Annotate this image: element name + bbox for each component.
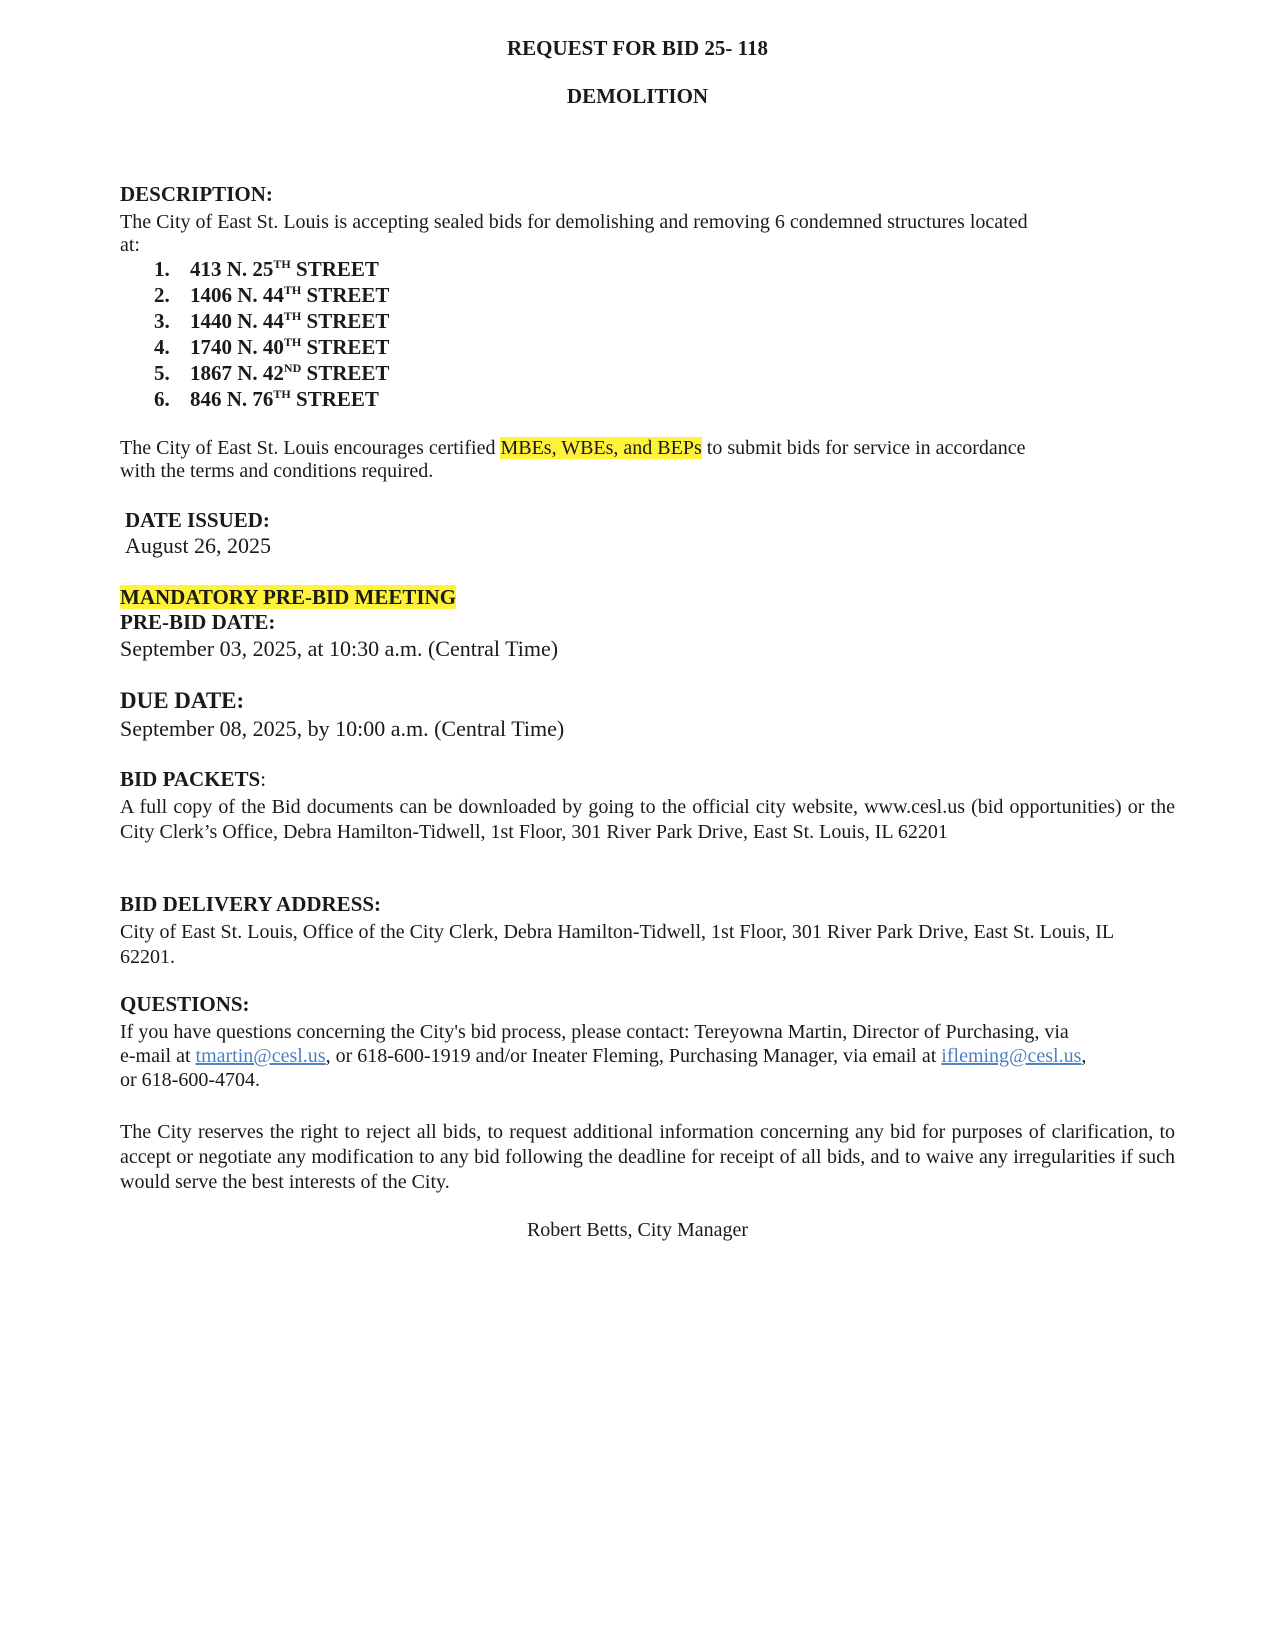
delivery-address-body: City of East St. Louis, Office of the City Clerk, Debra Hamilton-Tidwell, 1st Floor, 301 River Park Drive, East St. Louis, IL 62201. xyxy=(120,921,1114,968)
highlighted-text: MBEs, WBEs, and BEPs xyxy=(500,437,702,459)
signature: Robert Betts, City Manager xyxy=(526,1219,749,1241)
delivery-address-heading: BID DELIVERY ADDRESS: xyxy=(120,892,382,916)
due-date-value: September 08, 2025, by 10:00 a.m. (Central Time) xyxy=(120,716,565,741)
questions-heading: QUESTIONS: xyxy=(120,992,250,1016)
reservation-statement: The City reserves the right to reject all bids, to request additional information concerning any bid for purposes of clarification, to accept or negotiate any modification to any bid following the deadline for receipt of all bids, and to waive any irregularities if such would serve the best interests of the City. xyxy=(120,1121,1175,1193)
due-date-heading: DUE DATE: xyxy=(120,688,245,713)
date-issued-heading: DATE ISSUED: xyxy=(125,508,270,532)
document-title: REQUEST FOR BID 25- 118 xyxy=(507,36,768,60)
address-item: 4. 1740 N. 40TH STREET xyxy=(154,335,390,359)
questions-line-2: e-mail at tmartin@cesl.us, or 618-600-1919 and/or Ineater Fleming, Purchasing Manager, via email at ifleming@cesl.us, xyxy=(120,1045,1087,1067)
encouragement-line-2: with the terms and conditions required. xyxy=(120,460,434,482)
date-issued-value: August 26, 2025 xyxy=(125,533,272,558)
pre-bid-date-value: September 03, 2025, at 10:30 a.m. (Central Time) xyxy=(120,636,559,661)
bid-packets-heading: BID PACKETS: xyxy=(120,767,267,791)
description-line-1: The City of East St. Louis is accepting sealed bids for demolishing and removing 6 condemned structures located xyxy=(120,211,1028,233)
questions-line-3: or 618-600-4704. xyxy=(120,1069,260,1091)
address-item: 3. 1440 N. 44TH STREET xyxy=(154,309,390,333)
address-item: 2. 1406 N. 44TH STREET xyxy=(154,283,390,307)
encouragement-line-1: The City of East St. Louis encourages certified MBEs, WBEs, and BEPs to submit bids for service in accordance xyxy=(120,437,1026,459)
address-item: 1. 413 N. 25TH STREET xyxy=(154,257,379,281)
description-heading: DESCRIPTION: xyxy=(120,182,273,206)
email-link-tmartin[interactable]: tmartin@cesl.us xyxy=(195,1045,326,1067)
mandatory-meeting-heading: MANDATORY PRE-BID MEETING xyxy=(120,585,457,609)
bid-packets-body: A full copy of the Bid documents can be downloaded by going to the official city website, www.cesl.us (bid opportunities) or the City Clerk’s Office, Debra Hamilton-Tidwell, 1st Floor, 301 River Park Drive, East St. Louis, IL 62201 xyxy=(120,796,1175,843)
address-item: 5. 1867 N. 42ND STREET xyxy=(154,361,390,385)
document-subtitle: DEMOLITION xyxy=(566,84,709,108)
description-line-2: at: xyxy=(120,234,140,256)
email-link-ifleming[interactable]: ifleming@cesl.us xyxy=(941,1045,1082,1067)
questions-line-1: If you have questions concerning the City's bid process, please contact: Tereyowna Martin, Director of Purchasing, via xyxy=(120,1021,1069,1043)
address-item: 6. 846 N. 76TH STREET xyxy=(154,387,379,411)
address-list xyxy=(154,256,389,412)
pre-bid-date-heading: PRE-BID DATE: xyxy=(120,610,276,634)
